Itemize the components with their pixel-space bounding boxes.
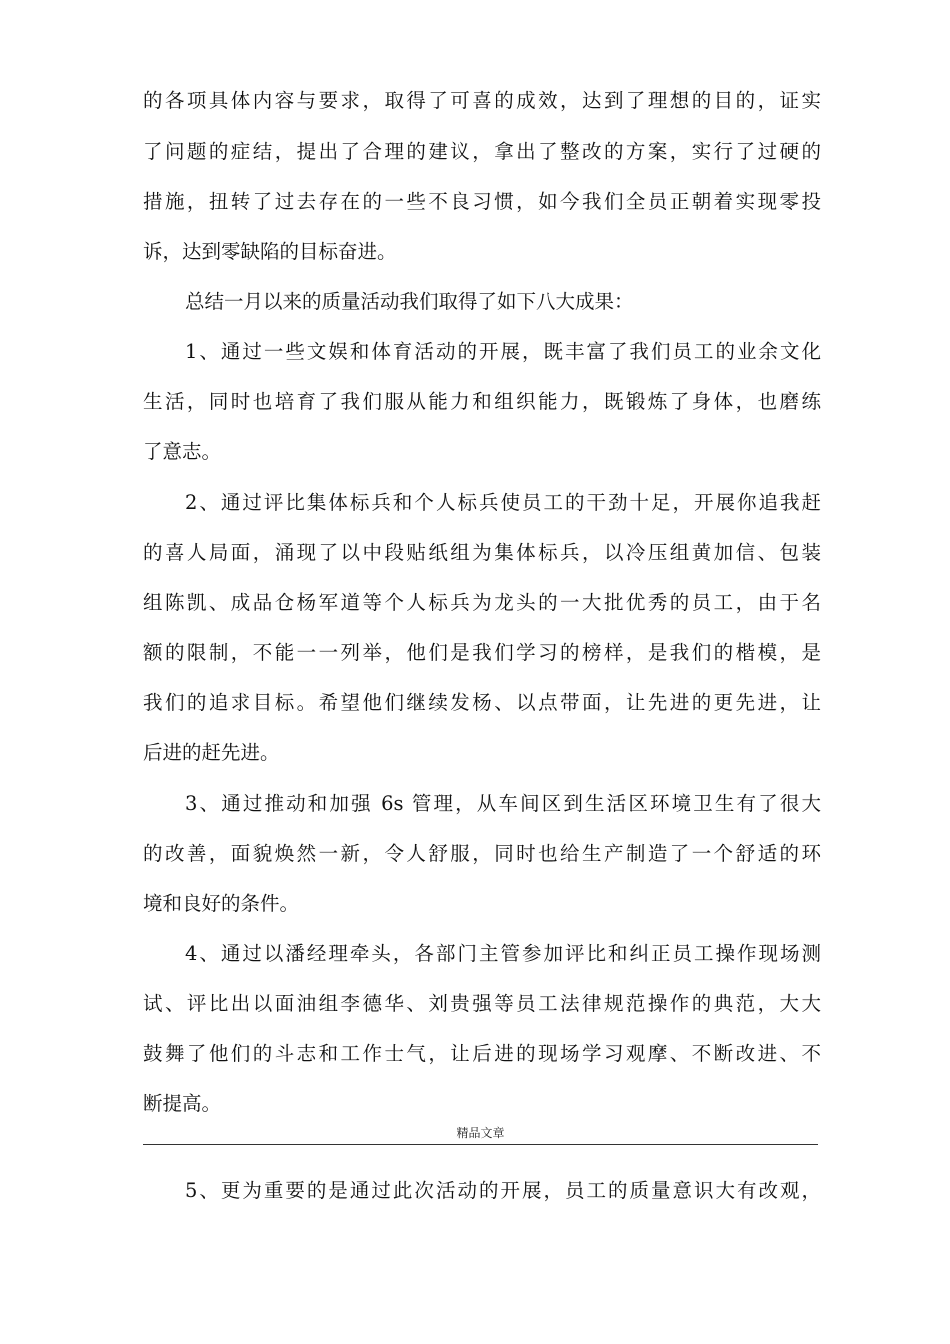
text-line: 诉，达到零缺陷的目标奋进。: [143, 240, 397, 263]
footer-divider: [143, 1144, 818, 1145]
text-line: 鼓舞了他们的斗志和工作士气，让后进的现场学习观摩、不断改进、不: [143, 1042, 821, 1065]
text-line: 了问题的症结，提出了合理的建议，拿出了整改的方案，实行了过硬的: [143, 140, 821, 163]
text-line: 的改善，面貌焕然一新，令人舒服，同时也给生产制造了一个舒适的环: [143, 842, 821, 865]
text-line: 断提高。: [143, 1092, 222, 1115]
paragraph-summary-intro: 总结一月以来的质量活动我们取得了如下八大成果：: [185, 290, 634, 313]
text-line: 组陈凯、成品仓杨军道等个人标兵为龙头的一大批优秀的员工，由于名: [143, 591, 821, 614]
paragraph-item-5: 5、更为重要的是通过此次活动的开展，员工的质量意识大有改观，: [185, 1179, 821, 1202]
text-line: 措施，扭转了过去存在的一些不良习惯，如今我们全员正朝着实现零投: [143, 190, 821, 213]
paragraph-item-3: 3、通过推动和加强 6s 管理，从车间区到生活区环境卫生有了很大: [185, 792, 821, 815]
text-line: 额的限制，不能一一列举，他们是我们学习的榜样，是我们的楷模，是: [143, 641, 821, 664]
text-line: 了意志。: [143, 440, 222, 463]
text-line: 境和良好的条件。: [143, 892, 300, 915]
paragraph-item-1: 1、通过一些文娱和体育活动的开展，既丰富了我们员工的业余文化: [185, 340, 821, 363]
text-line: 生活，同时也培育了我们服从能力和组织能力，既锻炼了身体，也磨练: [143, 390, 821, 413]
text-line: 试、评比出以面油组李德华、刘贵强等员工法律规范操作的典范，大大: [143, 992, 821, 1015]
text-line: 我们的追求目标。希望他们继续发杨、以点带面，让先进的更先进，让: [143, 691, 821, 714]
text-line: 的喜人局面，涌现了以中段贴纸组为集体标兵，以冷压组黄加信、包装: [143, 541, 821, 564]
paragraph-item-4: 4、通过以潘经理牵头，各部门主管参加评比和纠正员工操作现场测: [185, 942, 821, 965]
page-footer-label: 精品文章: [456, 1126, 505, 1140]
text-line: 后进的赶先进。: [143, 741, 280, 764]
text-line: 的各项具体内容与要求，取得了可喜的成效，达到了理想的目的，证实: [143, 89, 821, 112]
paragraph-item-2: 2、通过评比集体标兵和个人标兵使员工的干劲十足，开展你追我赶: [185, 491, 821, 514]
